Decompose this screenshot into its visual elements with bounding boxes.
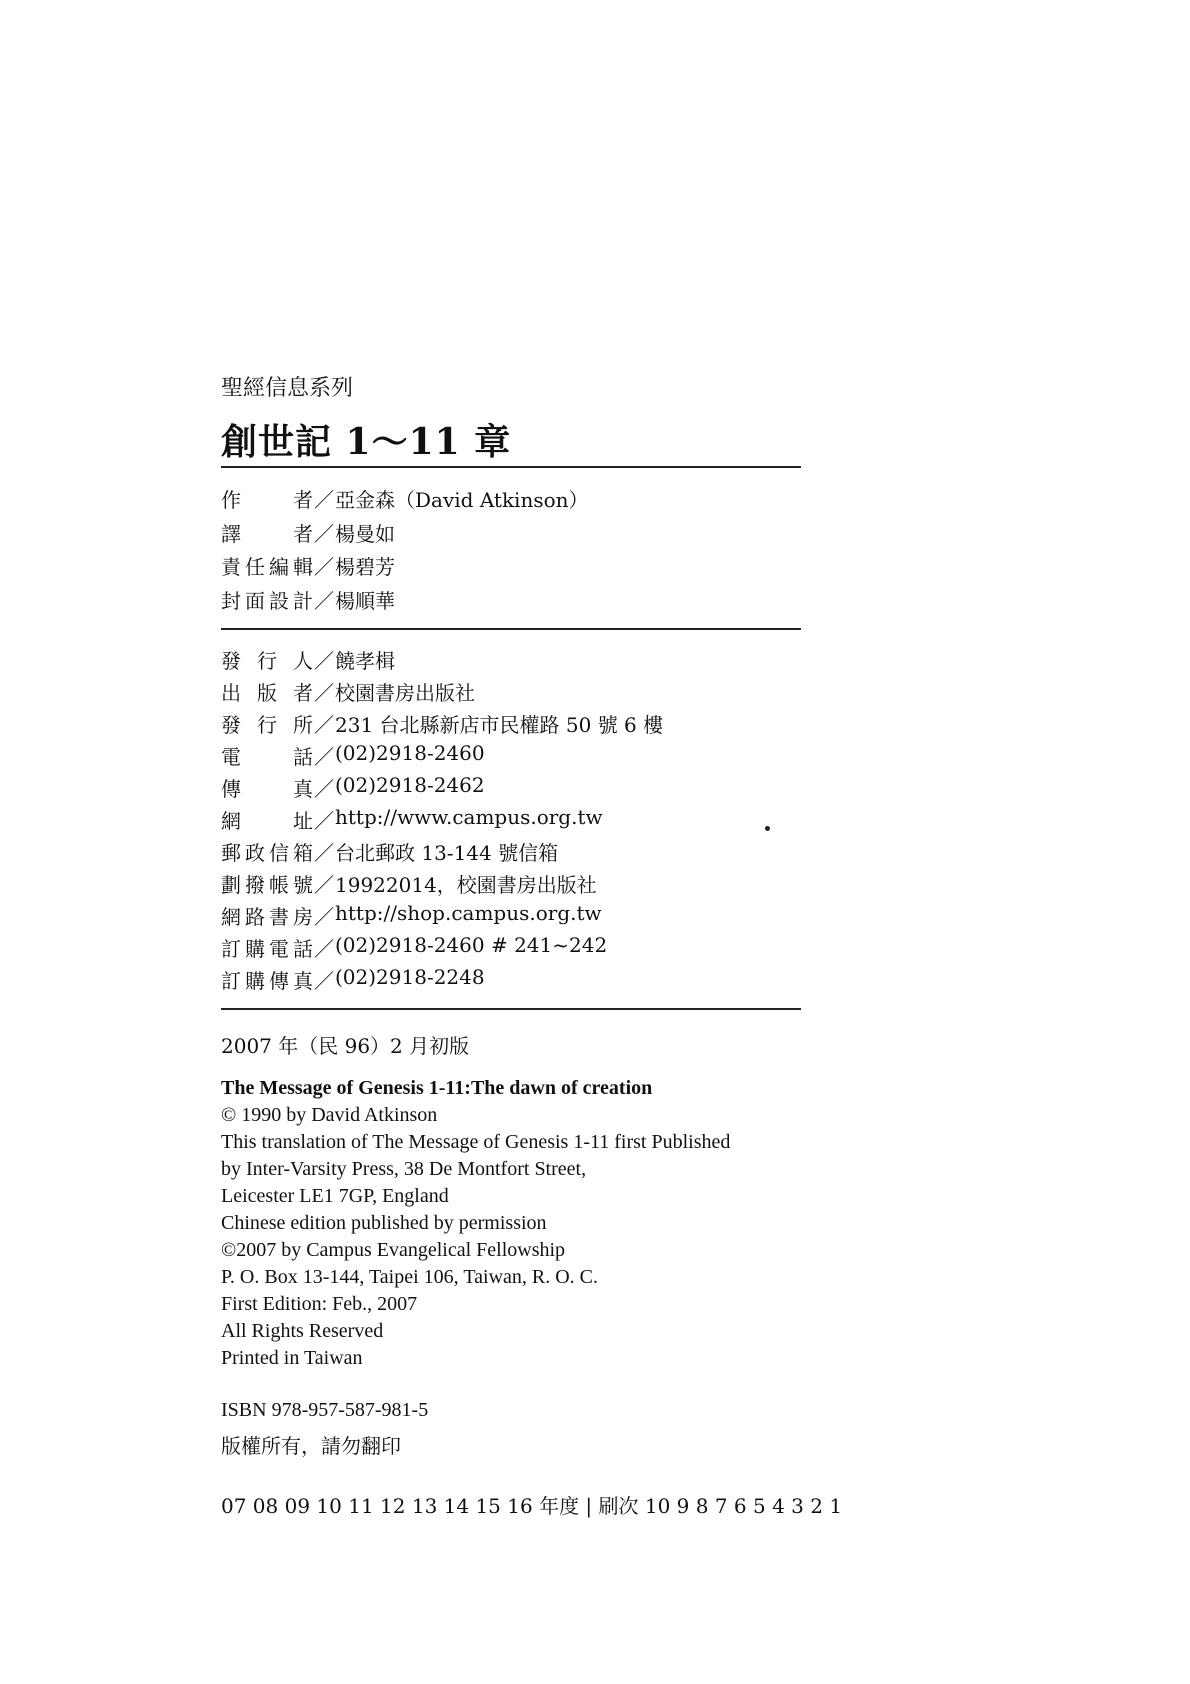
english-line: First Edition: Feb., 2007 [221,1293,418,1315]
publisher-row [221,741,485,770]
credit-row [221,484,589,513]
publisher-row [221,965,485,994]
separator: ／ [314,777,334,801]
publisher-value: 台北郵政 13-144 號信箱 [335,841,559,865]
print-line-text: 07 08 09 10 11 12 13 14 15 16 年度 | 刷次 10 9 8 7 6 5 4 3 2 1 [221,1494,843,1518]
publisher-label: 發行所 [221,713,313,737]
english-line: Chinese edition published by permission [221,1212,547,1234]
english-title: The Message of Genesis 1-11:The dawn of creation [221,1077,653,1099]
english-line: P. O. Box 13-144, Taipei 106, Taiwan, R. O. C. [221,1266,599,1288]
publisher-label: 劃撥帳號 [221,873,313,897]
publisher-value: 231 台北縣新店市民權路 50 號 6 樓 [335,713,664,737]
publisher-value: (02)2918-2462 [335,773,485,797]
separator: ／ [314,937,334,961]
separator: ／ [314,873,334,897]
credit-value: 楊曼如 [335,522,395,546]
credit-label: 譯者 [221,522,313,546]
divider-1 [221,466,801,468]
publisher-label: 網路書房 [221,905,313,929]
publisher-label: 訂購傳真 [221,969,313,993]
publisher-value: http://www.campus.org.tw [335,805,603,829]
separator: ／ [314,745,334,769]
publisher-row [221,901,602,930]
publisher-label: 網址 [221,809,313,833]
separator: ／ [314,555,334,579]
book-title: 創世記 1～11 章 [221,421,512,463]
publisher-value: (02)2918-2460 [335,741,485,765]
publisher-row [221,933,607,962]
rights-text: 版權所有，請勿翻印 [221,1434,401,1458]
series-name: 聖經信息系列 [221,376,354,401]
separator: ／ [314,649,334,673]
english-line: Printed in Taiwan [221,1347,363,1369]
english-line: ©2007 by Campus Evangelical Fellowship [221,1239,566,1261]
separator: ／ [314,905,334,929]
publisher-value: 校園書房出版社 [335,681,475,705]
credit-label: 責任編輯 [221,555,313,579]
separator: ／ [314,713,334,737]
credit-value: 楊碧芳 [335,555,395,579]
separator: ／ [314,969,334,993]
publisher-row [221,773,485,802]
separator: ／ [314,841,334,865]
english-line: © 1990 by David Atkinson [221,1104,438,1126]
publisher-row [221,805,603,834]
divider-3 [221,1008,801,1010]
credit-value: 亞金森（David Atkinson） [335,488,589,512]
publisher-value: (02)2918-2248 [335,965,485,989]
divider-2 [221,628,801,630]
publisher-label: 發行人 [221,649,313,673]
publisher-label: 出版者 [221,681,313,705]
edition-text: 2007 年（民 96）2 月初版 [221,1034,470,1058]
publisher-value: (02)2918-2460 # 241~242 [335,933,608,957]
ink-dot [765,826,770,831]
publisher-label: 電話 [221,745,313,769]
credit-value: 楊順華 [335,589,395,613]
edition-line [221,1030,469,1059]
publisher-label: 訂購電話 [221,937,313,961]
print-line [221,1490,842,1519]
credit-row [221,585,395,614]
separator: ／ [314,681,334,705]
publisher-row [221,645,395,674]
publisher-value: http://shop.campus.org.tw [335,901,602,925]
english-line: This translation of The Message of Genesis 1-11 first Published [221,1131,731,1153]
english-line: by Inter-Varsity Press, 38 De Montfort Street, [221,1158,587,1180]
publisher-value: 饒孝楫 [335,649,395,673]
publisher-label: 傳真 [221,777,313,801]
separator: ／ [314,488,334,512]
publisher-row [221,837,558,866]
publisher-row [221,869,597,898]
publisher-row [221,677,475,706]
separator: ／ [314,809,334,833]
publisher-row [221,709,663,738]
english-line: Leicester LE1 7GP, England [221,1185,449,1207]
credit-label: 作者 [221,488,313,512]
separator: ／ [314,522,334,546]
rights-line [221,1430,401,1459]
english-line: All Rights Reserved [221,1320,384,1342]
separator: ／ [314,589,334,613]
credit-row [221,551,395,580]
credit-label: 封面設計 [221,589,313,613]
publisher-label: 郵政信箱 [221,841,313,865]
isbn: ISBN 978-957-587-981-5 [221,1399,429,1421]
publisher-value: 19922014，校園書房出版社 [335,873,597,897]
credit-row [221,518,395,547]
